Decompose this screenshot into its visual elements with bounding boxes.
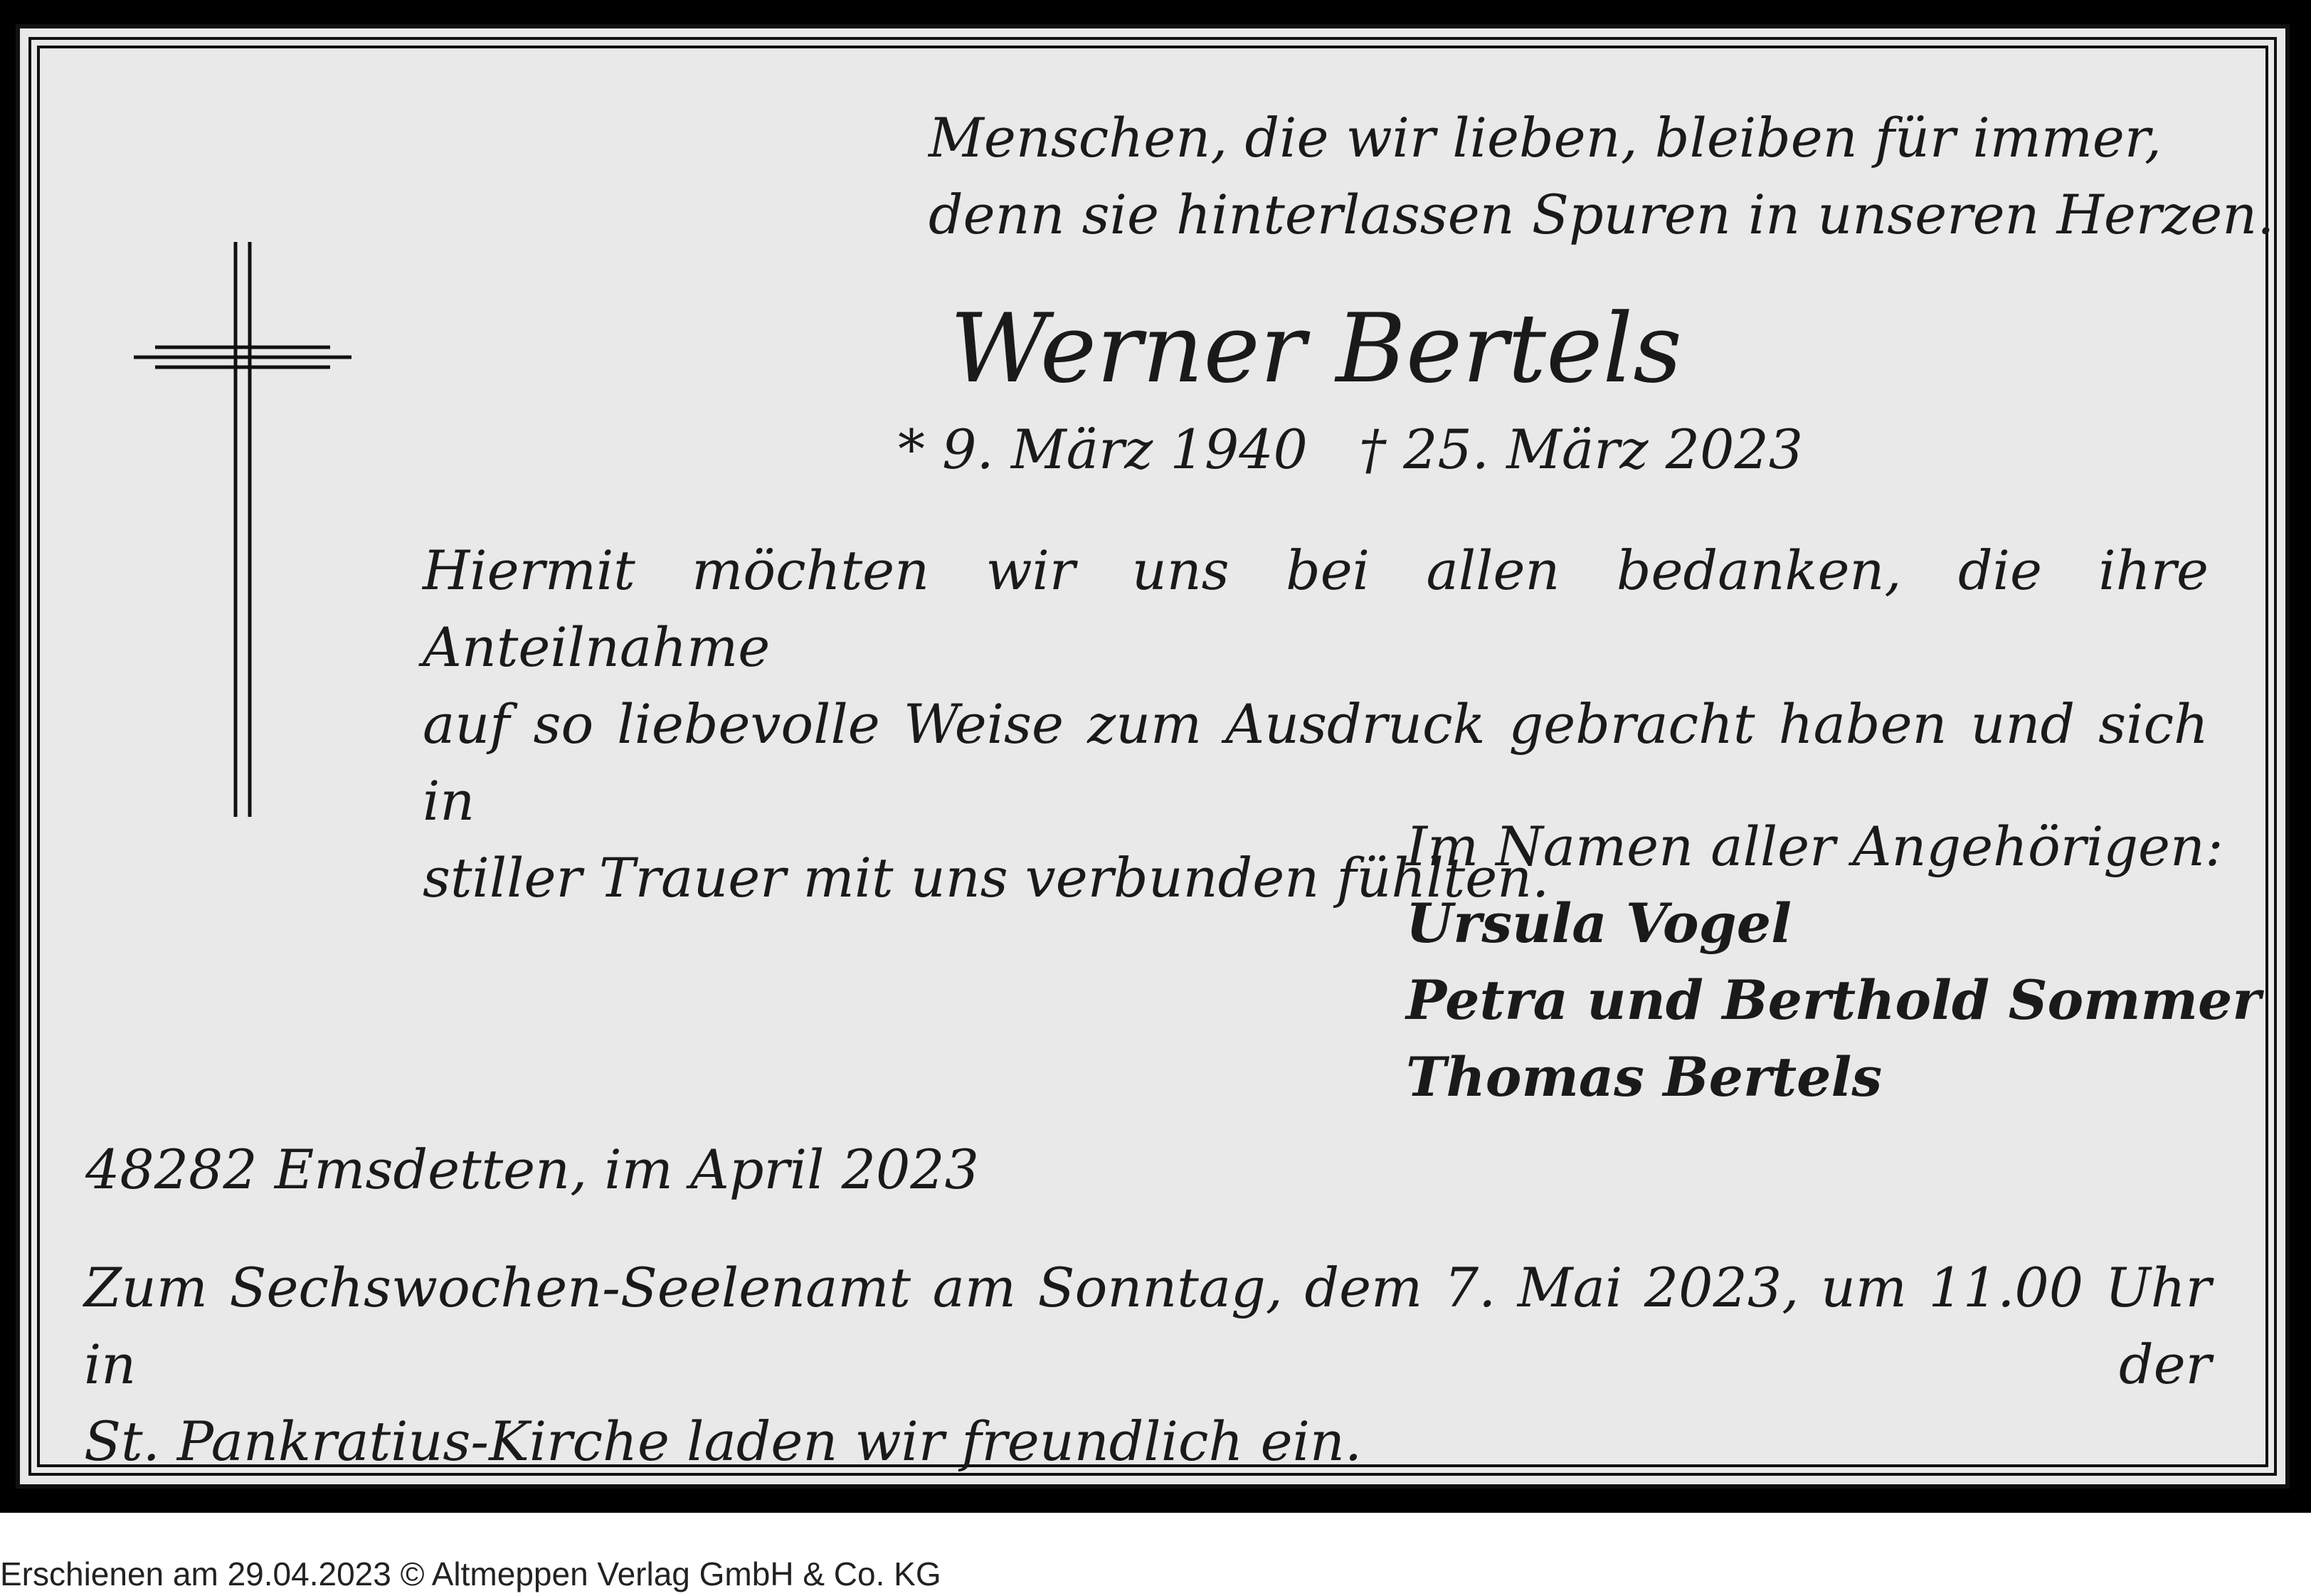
signature-block	[1406, 808, 2260, 1116]
thanks-line: auf so liebevolle Weise zum Ausdruck gebracht haben und sich in	[423, 692, 2209, 833]
motto	[929, 100, 2274, 253]
place-date: 48282 Emsdetten, im April 2023	[85, 1138, 980, 1201]
signer-name: Ursula Vogel	[1406, 892, 1792, 955]
thanks-line: Hiermit möchten wir uns bei allen bedanken, die ihre Anteilnahme	[423, 539, 2209, 679]
signer-name: Thomas Bertels	[1406, 1045, 1883, 1109]
service-line: St. Pankratius-Kirche laden wir freundlich ein.	[84, 1410, 1362, 1473]
birth-date: * 9. März 1940	[898, 418, 1308, 481]
thanks-line: stiller Trauer mit uns verbunden fühlten.	[423, 846, 1550, 909]
life-dates	[898, 414, 1803, 485]
signer-name: Petra und Berthold Sommer	[1406, 968, 2261, 1032]
publication-footer: Erschienen am 29.04.2023 © Altmeppen Verlag GmbH & Co. KG	[0, 1555, 941, 1592]
death-date: † 25. März 2023	[1358, 418, 1804, 481]
service-announcement	[84, 1249, 2211, 1480]
motto-line: denn sie hinterlassen Spuren in unseren Herzen.	[929, 183, 2275, 246]
deceased-name: Werner Bertels	[950, 293, 1683, 404]
motto-line: Menschen, die wir lieben, bleiben für immer,	[929, 106, 2162, 169]
signature-intro: Im Namen aller Angehörigen:	[1406, 815, 2223, 878]
service-line: Zum Sechswochen-Seelenamt am Sonntag, dem 7. Mai 2023, um 11.00 Uhr in der	[84, 1256, 2211, 1396]
cross-icon	[134, 242, 351, 817]
